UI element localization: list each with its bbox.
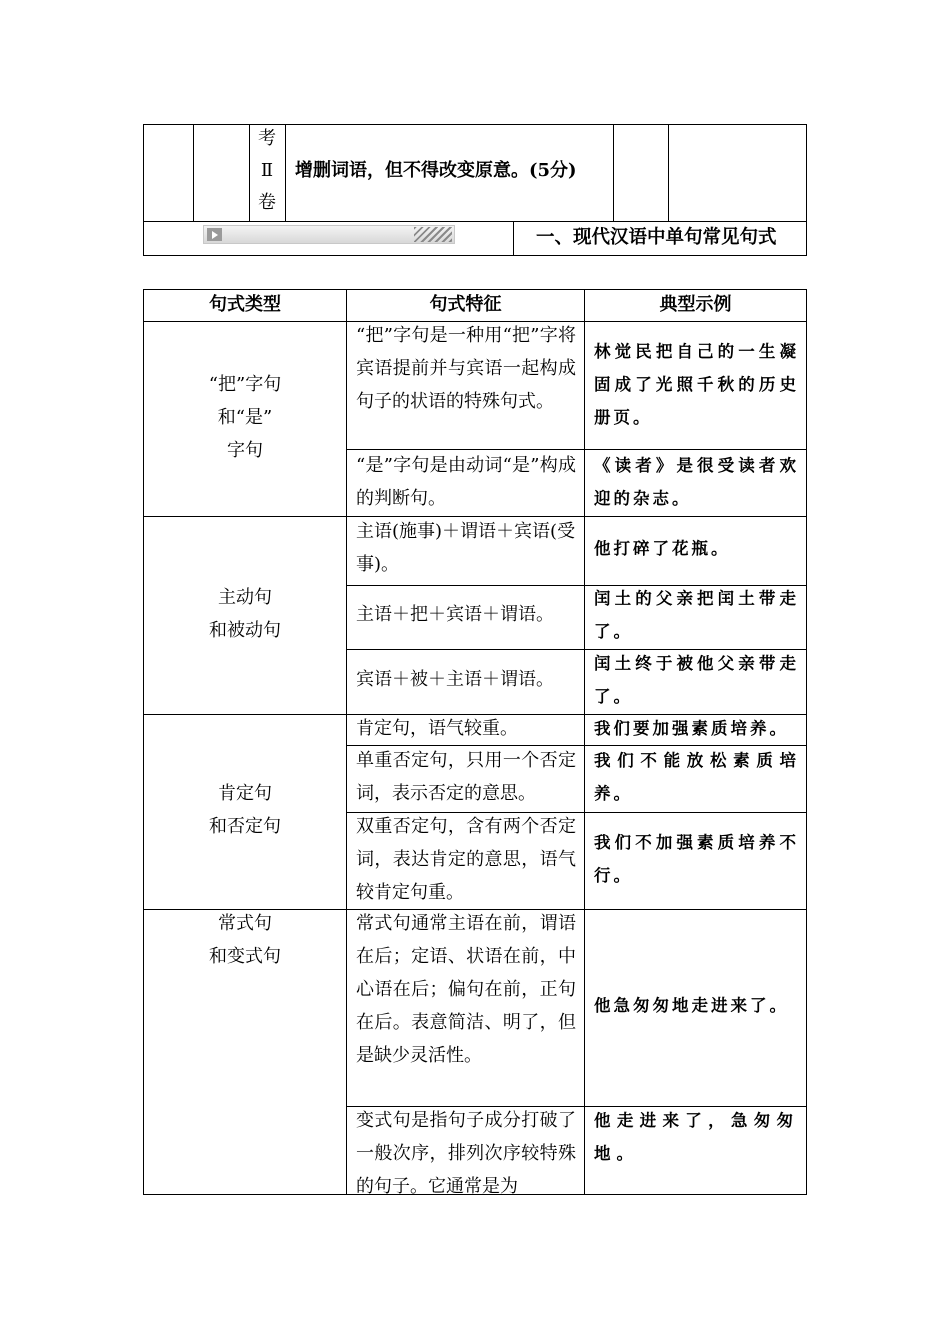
type-line: 和“是”: [217, 407, 273, 428]
example-cell: 我们不能放松素质培养。: [594, 751, 799, 803]
type-line: 字句: [227, 440, 263, 461]
type-cell: [144, 907, 346, 973]
header-feature: 句式特征: [429, 294, 502, 315]
media-progress-bar[interactable]: [203, 225, 455, 244]
feature-cell: 宾语＋被＋主语＋谓语。: [356, 669, 554, 690]
example-cell: 我们要加强素质培养。: [594, 719, 789, 738]
feature-cell: “是”字句是由动词“是”构成的判断句。: [356, 455, 576, 509]
feature-cell: 常式句通常主语在前，谓语在后；定语、状语在前，中心语在后；偏句在前，正句在后。表意简洁、明了，但是缺少灵活性。: [356, 913, 576, 1066]
example-cell: 他急匆匆地走进来了。: [594, 996, 789, 1015]
type-line: 常式句: [218, 913, 272, 934]
example-cell: 闰土终于被他父亲带走了。: [594, 654, 799, 706]
type-cell: [144, 368, 346, 467]
example-cell: 他走进来了，急匆匆地。: [594, 1111, 799, 1163]
type-line: 和被动句: [209, 620, 281, 641]
instruction-text: 增删词语，但不得改变原意。(5分): [295, 160, 577, 181]
hatch-decoration: [414, 227, 452, 242]
type-cell: [144, 581, 346, 647]
example-cell: 《读者》是很受读者欢迎的杂志。: [594, 456, 799, 508]
type-line: 肯定句: [218, 783, 272, 804]
header-example: 典型示例: [659, 294, 732, 315]
exam-label-char-2: Ⅱ: [260, 160, 274, 181]
header-type: 句式类型: [209, 294, 281, 315]
feature-cell: 主语(施事)＋谓语＋宾语(受事)。: [356, 521, 576, 575]
exam-label-char-3: 卷: [258, 192, 276, 213]
feature-cell: “把”字句是一种用“把”字将宾语提前并与宾语一起构成句子的状语的特殊句式。: [356, 325, 576, 412]
example-cell: 林觉民把自己的一生凝固成了光照千秋的历史册页。: [594, 342, 799, 427]
type-cell: [144, 777, 346, 843]
example-cell: 我们不加强素质培养不行。: [594, 833, 799, 885]
type-line: “把”字句: [208, 374, 282, 395]
type-line: 和变式句: [209, 946, 281, 967]
feature-cell: 肯定句，语气较重。: [356, 718, 518, 739]
exam-label-char-1: 考: [258, 128, 276, 149]
feature-cell: 双重否定句，含有两个否定词，表达肯定的意思，语气较肯定句重。: [356, 816, 576, 903]
feature-cell: 主语＋把＋宾语＋谓语。: [356, 604, 554, 625]
feature-cell: 变式句是指句子成分打破了一般次序，排列次序较特殊的句子。它通常是为: [356, 1110, 576, 1197]
feature-cell: 单重否定句，只用一个否定词，表示否定的意思。: [356, 750, 576, 804]
type-line: 和否定句: [209, 816, 281, 837]
example-cell: 闰土的父亲把闰土带走了。: [594, 589, 799, 641]
type-line: 主动句: [218, 587, 272, 608]
example-cell: 他打碎了花瓶。: [594, 539, 731, 558]
section-title: 一、现代汉语中单句常见句式: [536, 227, 777, 248]
play-icon[interactable]: [207, 228, 222, 241]
